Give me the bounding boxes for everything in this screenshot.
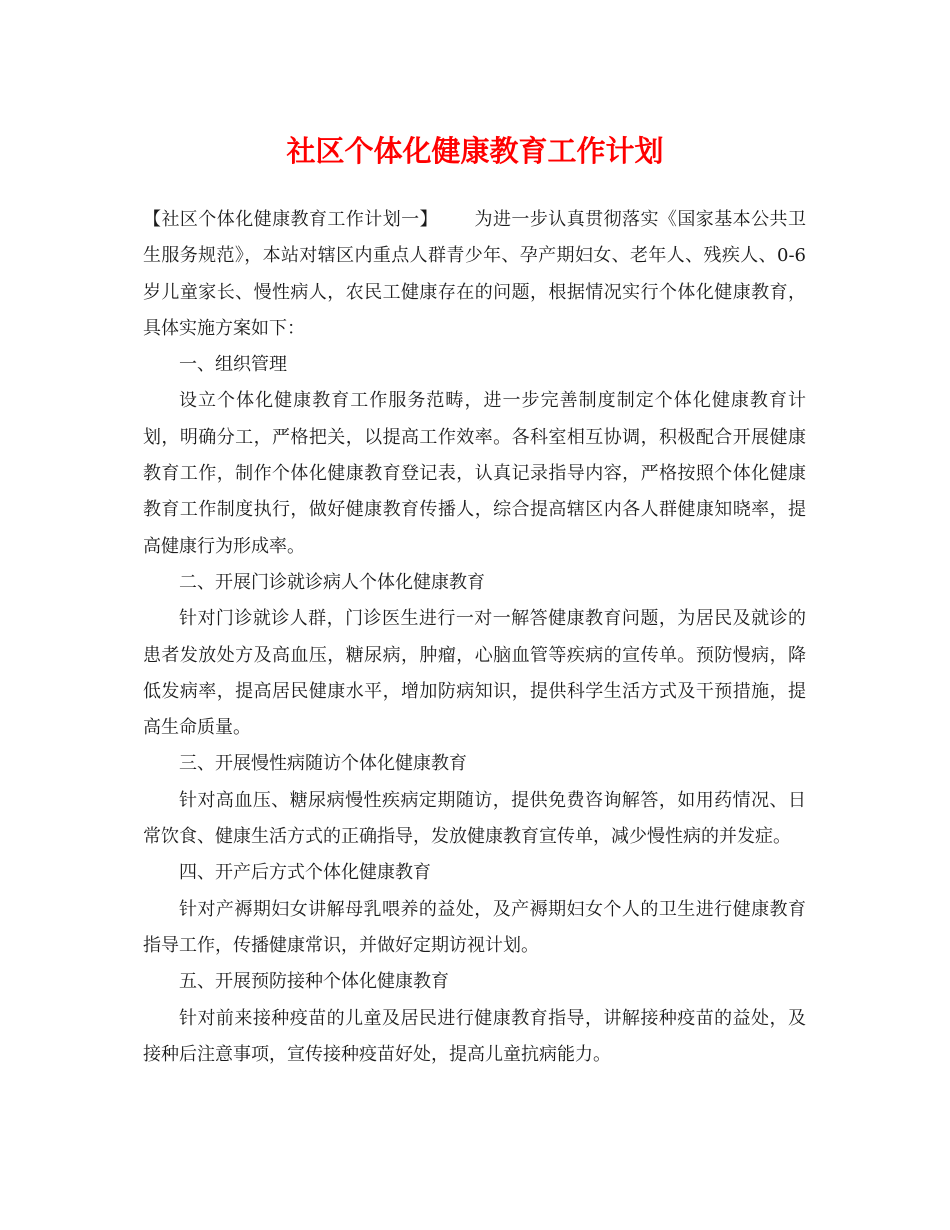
section-paragraph: 针对高血压、糖尿病慢性疾病定期随访，提供免费咨询解答，如用药情况、日常饮食、健康生活方式的正确指导，发放健康教育宣传单，减少慢性病的并发症。 — [143, 789, 806, 848]
section-heading: 四、开产后方式个体化健康教育 — [179, 862, 431, 884]
section-heading: 一、组织管理 — [179, 354, 287, 376]
section-paragraph: 针对产褥期妇女讲解母乳喂养的益处，及产褥期妇女个人的卫生进行健康教育指导工作，传播健康常识，并做好定期访视计划。 — [143, 898, 806, 956]
intro-text: 为进一步认真贯彻落实《国家基本公共卫生服务规范》，本站对辖区内重点人群青少年、孕产期妇女、老年人、残疾人、0-6岁儿童家长、慢性病人，农民工健康存在的问题，根据情况实行个体化健康教育，具体实施方案如下： — [143, 209, 807, 339]
section-paragraph: 针对前来接种疫苗的儿童及居民进行健康教育指导，讲解接种疫苗的益处，及接种后注意事项，宣传接种疫苗好处，提高儿童抗病能力。 — [143, 1007, 806, 1065]
intro-label: 【社区个体化健康教育工作计划一】 — [143, 209, 439, 230]
intro-paragraph — [143, 202, 806, 347]
section-heading: 三、开展慢性病随访个体化健康教育 — [179, 753, 467, 775]
section-heading: 五、开展预防接种个体化健康教育 — [179, 971, 449, 993]
document-body — [143, 202, 806, 1073]
section-paragraph: 针对门诊就诊人群，门诊医生进行一对一解答健康教育问题，为居民及就诊的患者发放处方及高血压，糖尿病，肿瘤，心脑血管等疾病的宣传单。预防慢病，降低发病率，提高居民健康水平，增加防病知识，提供科学生活方式及干预措施，提高生命质量。 — [143, 608, 806, 739]
section-paragraph: 设立个体化健康教育工作服务范畴，进一步完善制度制定个体化健康教育计划，明确分工，严格把关，以提高工作效率。各科室相互协调，积极配合开展健康教育工作，制作个体化健康教育登记表，认真记录指导内容，严格按照个体化健康教育工作制度执行，做好健康教育传播人，综合提高辖区内各人群健康知晓率，提高健康行为形成率。 — [143, 390, 806, 557]
document-title: 社区个体化健康教育工作计划 — [286, 134, 664, 168]
section-heading: 二、开展门诊就诊病人个体化健康教育 — [179, 571, 485, 593]
